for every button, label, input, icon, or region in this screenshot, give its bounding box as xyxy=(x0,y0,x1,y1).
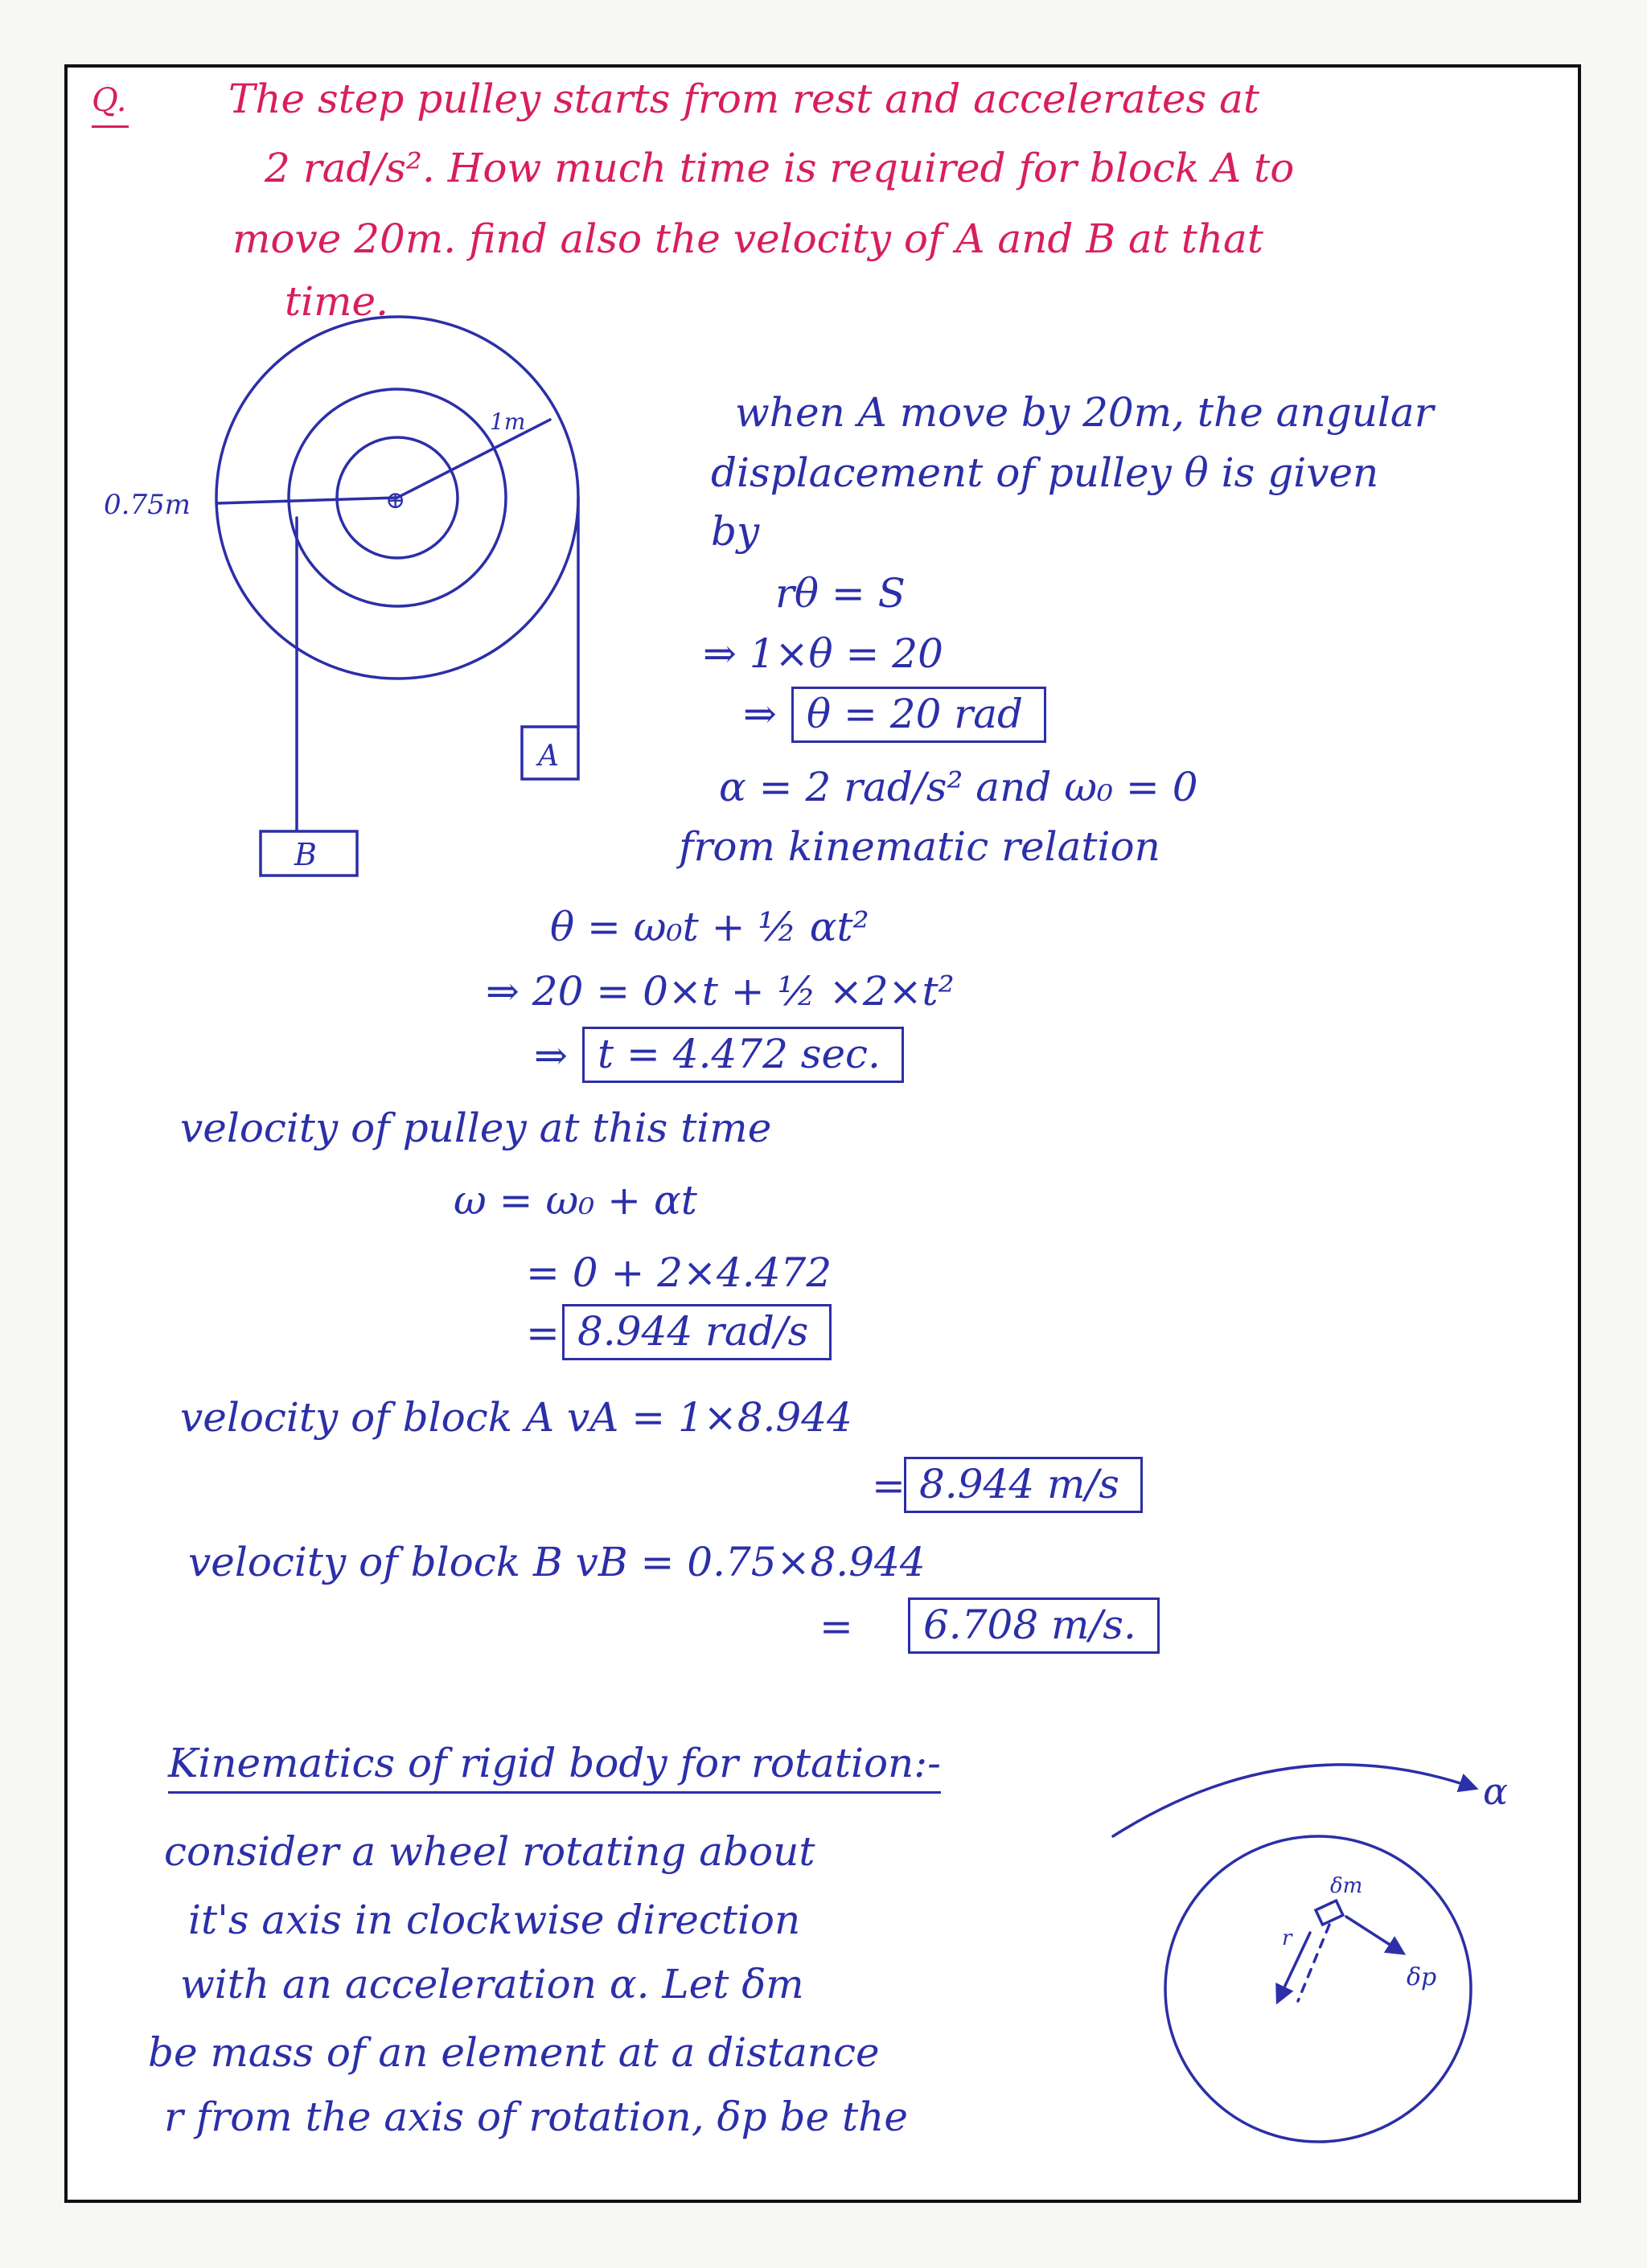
equation-omega-formula: ω = ω₀ + αt xyxy=(454,1177,697,1224)
intro-line-1: when A move by 20m, the angular xyxy=(735,389,1434,436)
mass-element xyxy=(1316,1901,1343,1925)
result-time-box: t = 4.472 sec. xyxy=(582,1027,904,1083)
result-theta-box: θ = 20 rad xyxy=(791,687,1046,743)
velocity-block-b-line: velocity of block B vB = 0.75×8.944 xyxy=(188,1539,926,1585)
equation-omega-substitution: = 0 + 2×4.472 xyxy=(526,1249,832,1296)
force-arrow xyxy=(1346,1917,1403,1953)
pulley-velocity-heading: velocity of pulley at this time xyxy=(180,1105,772,1151)
equation-time-prefix: ⇒ xyxy=(534,1032,568,1079)
alpha-arc-arrow xyxy=(1113,1765,1475,1836)
kinematic-relation-text: from kinematic relation xyxy=(679,823,1160,870)
question-line-4: time. xyxy=(285,278,388,325)
question-label: Q. xyxy=(92,82,127,119)
paragraph-line-5: r from the axis of rotation, δp be the xyxy=(164,2094,908,2140)
paragraph-line-4: be mass of an element at a distance xyxy=(148,2029,880,2076)
given-values: α = 2 rad/s² and ω₀ = 0 xyxy=(719,764,1198,810)
inner-radius-label: 0.75m xyxy=(104,489,191,521)
radius-label: r xyxy=(1282,1926,1292,1950)
question-underline xyxy=(92,125,129,128)
equation-theta-result-prefix: ⇒ xyxy=(743,691,777,737)
paragraph-line-2: it's axis in clockwise direction xyxy=(188,1897,801,1943)
outer-radius-line xyxy=(397,420,550,498)
block-b-label: B xyxy=(294,837,317,872)
equation-substitution: ⇒ 20 = 0×t + ½ ×2×t² xyxy=(486,968,955,1015)
result-velocity-b-box: 6.708 m/s. xyxy=(908,1597,1160,1654)
radius-line xyxy=(1298,1925,1329,2001)
equation-omega-prefix: = xyxy=(526,1310,560,1356)
velocity-block-a-prefix: = xyxy=(872,1462,906,1509)
alpha-label: α xyxy=(1483,1770,1509,1813)
result-omega-box: 8.944 rad/s xyxy=(562,1304,832,1360)
block-a-label: A xyxy=(538,740,559,773)
inner-radius-line xyxy=(216,498,397,503)
outer-radius-label: 1m xyxy=(490,408,526,435)
equation-theta-formula: θ = ω₀t + ½ αt² xyxy=(550,904,869,950)
element-label: δm xyxy=(1330,1874,1363,1898)
question-line-2: 2 rad/s². How much time is required for block A to xyxy=(265,145,1295,191)
notebook-page xyxy=(64,64,1581,2203)
intro-line-2: displacement of pulley θ is given xyxy=(711,449,1379,496)
intro-line-3: by xyxy=(711,508,760,555)
question-line-1: The step pulley starts from rest and accelerates at xyxy=(228,76,1260,122)
force-label: δp xyxy=(1407,1963,1437,1991)
velocity-block-a-line: velocity of block A vA = 1×8.944 xyxy=(180,1394,852,1441)
equation-theta-20: ⇒ 1×θ = 20 xyxy=(703,630,943,677)
paragraph-line-1: consider a wheel rotating about xyxy=(164,1828,815,1875)
velocity-block-b-prefix: = xyxy=(819,1603,853,1650)
axis-mark: ⊕ xyxy=(385,486,406,515)
paragraph-line-3: with an acceleration α. Let δm xyxy=(180,1961,804,2008)
section-heading: Kinematics of rigid body for rotation:- xyxy=(168,1740,941,1794)
equation-r-theta: rθ = S xyxy=(775,570,906,617)
result-velocity-a-box: 8.944 m/s xyxy=(904,1457,1143,1513)
question-line-3: move 20m. find also the velocity of A and B at that xyxy=(232,215,1263,262)
